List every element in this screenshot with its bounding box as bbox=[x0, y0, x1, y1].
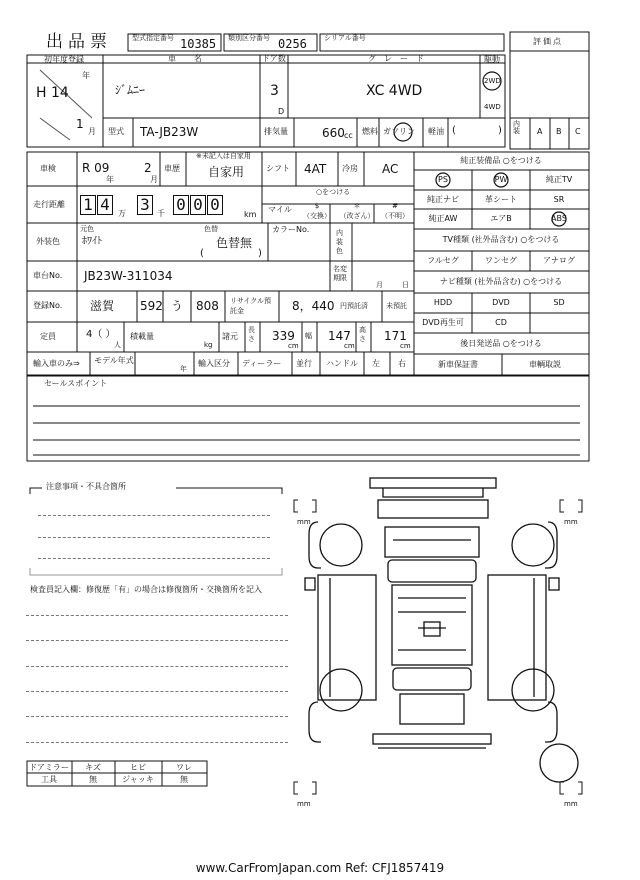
inspection-label: 車検 bbox=[40, 164, 56, 173]
original-color-label: 元色 bbox=[80, 225, 94, 233]
man-unit: 万 bbox=[118, 209, 126, 218]
grade-value: XC 4WD bbox=[366, 83, 423, 99]
height-unit: cm bbox=[400, 342, 411, 350]
first-reg-label: 初年度登録 bbox=[44, 55, 84, 64]
reg-kana: う bbox=[171, 299, 184, 313]
navi-sd: SD bbox=[553, 298, 565, 307]
type-label: 型式 bbox=[108, 127, 124, 136]
width-unit: cm bbox=[344, 342, 355, 350]
fuel-label: 燃料 bbox=[362, 127, 378, 136]
equip-sunroof: SR bbox=[553, 195, 565, 204]
notes-line bbox=[38, 515, 270, 516]
evaluation-label: 評価点 bbox=[533, 37, 563, 46]
footer-watermark: www.CarFromJapan.com Ref: CFJ1857419 bbox=[195, 861, 445, 875]
oem-equipment-header: 純正装備品 ○をつける bbox=[460, 156, 542, 165]
aircon-value: AC bbox=[382, 162, 399, 176]
model-designation-value: 10385 bbox=[180, 37, 217, 51]
legend-crack: ヒビ bbox=[130, 763, 146, 772]
aircon-label: 冷房 bbox=[342, 164, 358, 173]
drive-4wd: 4WD bbox=[484, 103, 501, 111]
mileage-digit: 0 bbox=[207, 195, 223, 215]
type-value: TA-JB23W bbox=[140, 125, 199, 139]
doors-value: 3 bbox=[270, 83, 279, 99]
mileage-unknown-label: （不明） bbox=[381, 212, 409, 220]
fuel-diesel: 軽油 bbox=[428, 127, 444, 136]
mileage-tamper-symbol: ＊ bbox=[353, 202, 361, 210]
repaint-label: 色替 bbox=[204, 225, 218, 233]
recycle-unpaid: 未預託 bbox=[386, 302, 407, 310]
legend-scratch: キズ bbox=[85, 763, 101, 772]
load-label: 積載量 bbox=[130, 332, 154, 341]
serial-label: シリアル番号 bbox=[324, 34, 366, 42]
navi-header: ナビ種類 (社外品含む) ○をつける bbox=[439, 277, 563, 286]
length-value: 339 bbox=[272, 329, 295, 343]
mm-label-front-left: mm bbox=[297, 518, 311, 526]
equip-airbag: エアB bbox=[490, 214, 512, 223]
reg-region: 滋賀 bbox=[90, 299, 115, 313]
name-change-day-unit: 日 bbox=[402, 281, 409, 289]
mileage-digit: 0 bbox=[173, 195, 189, 215]
model-year-unit: 年 bbox=[180, 365, 187, 373]
notes-line bbox=[38, 558, 270, 559]
right-label: 右 bbox=[398, 359, 406, 368]
tv-analog: アナログ bbox=[543, 256, 575, 265]
width-label: 幅 bbox=[305, 332, 312, 340]
legend-tool-label: 工具 bbox=[41, 775, 57, 784]
first-reg-month: 1 bbox=[76, 117, 84, 131]
inspector-label: 検査員記入欄：修復歴「有」の場合は修復箇所・交換箇所を記入 bbox=[30, 585, 262, 594]
reg-class: 592 bbox=[140, 299, 163, 313]
mileage-label: 走行距離 bbox=[33, 200, 65, 209]
length-unit: cm bbox=[288, 342, 299, 350]
recycle-paid: 円預託済 bbox=[340, 302, 368, 310]
height-value: 171 bbox=[384, 329, 407, 343]
category-value: 0256 bbox=[278, 37, 307, 51]
height-label: 高さ bbox=[359, 326, 366, 343]
fuel-bracket-open: ( bbox=[452, 125, 456, 136]
name-change-label: 名変期限 bbox=[333, 265, 347, 282]
capacity-unit: 人 bbox=[114, 341, 121, 349]
navi-dvd-play: DVD再生可 bbox=[422, 318, 464, 327]
left-label: 左 bbox=[372, 359, 380, 368]
month-unit: 月 bbox=[88, 127, 96, 136]
displacement-value: 660 bbox=[322, 126, 345, 140]
inspection-month: 2 bbox=[144, 161, 152, 175]
interior-grade-b: B bbox=[556, 127, 562, 136]
tv-fullseg: フルセグ bbox=[427, 256, 459, 265]
exterior-color-label: 外装色 bbox=[36, 237, 60, 246]
navi-hdd: HDD bbox=[433, 298, 453, 307]
dealer-label: ディーラー bbox=[242, 359, 282, 368]
mileage-exchange-label: （交換） bbox=[303, 212, 331, 220]
equip-ps: PS bbox=[438, 175, 448, 184]
inspector-line bbox=[26, 640, 288, 641]
reg-number: 808 bbox=[196, 299, 219, 313]
doors-label: ドア数 bbox=[262, 54, 286, 63]
category-label: 類別区分番号 bbox=[228, 34, 270, 42]
width-value: 147 bbox=[328, 329, 351, 343]
car-diagram bbox=[305, 478, 578, 782]
capacity-label: 定員 bbox=[40, 332, 56, 341]
load-unit: kg bbox=[204, 341, 213, 349]
dims-label: 諸元 bbox=[222, 332, 238, 341]
fuel-bracket-close: ) bbox=[498, 125, 502, 136]
chassis-value: JB23W-311034 bbox=[84, 269, 173, 283]
drive-label: 駆動 bbox=[484, 55, 500, 64]
model-designation-label: 型式指定番号 bbox=[132, 34, 174, 42]
inspection-year-unit: 年 bbox=[106, 175, 114, 184]
equip-abs: ABS bbox=[551, 214, 567, 223]
year-unit: 年 bbox=[82, 71, 90, 80]
legend-jack-value: 無 bbox=[180, 775, 188, 784]
inspection-month-unit: 月 bbox=[150, 175, 158, 184]
chassis-label: 車台No. bbox=[33, 271, 63, 280]
equip-oem-tv: 純正TV bbox=[545, 175, 573, 184]
legend-tool-value: 無 bbox=[89, 775, 97, 784]
mileage-digit: 3 bbox=[137, 195, 153, 215]
history-note: ※未記入は自家用 bbox=[196, 152, 251, 160]
grade-label: グレード bbox=[368, 54, 432, 63]
tv-header: TV種類 (社外品含む) ○をつける bbox=[442, 235, 560, 244]
inspector-line bbox=[26, 666, 288, 667]
sales-point-label: セールスポイント bbox=[44, 379, 108, 388]
interior-color-label: 内装色 bbox=[336, 229, 343, 255]
history-label: 車歴 bbox=[164, 164, 180, 173]
mileage-tamper-label: （改ざん） bbox=[339, 212, 375, 220]
legend-jack-label: ジャッキ bbox=[122, 775, 154, 784]
shift-label: シフト bbox=[266, 164, 290, 173]
mileage-digit: 4 bbox=[97, 195, 113, 215]
drive-2wd: 2WD bbox=[484, 77, 501, 85]
mileage-digit: 0 bbox=[190, 195, 206, 215]
docs-warranty: 新車保証書 bbox=[438, 360, 478, 369]
inspection-value: R 09 bbox=[82, 161, 110, 175]
inspector-line bbox=[26, 742, 288, 743]
inspector-line bbox=[26, 716, 288, 717]
recycle-value: 8，440 bbox=[292, 299, 335, 313]
fuel-gasoline: ガソリン bbox=[383, 127, 415, 136]
navi-cd: CD bbox=[495, 318, 507, 327]
docs-header: 後日発送品 ○をつける bbox=[460, 339, 542, 348]
doors-suffix: D bbox=[278, 107, 285, 116]
notes-line bbox=[38, 537, 270, 538]
length-label: 長さ bbox=[248, 326, 255, 343]
displacement-unit: cc bbox=[344, 131, 353, 140]
color-no-label: カラーNo. bbox=[272, 225, 310, 234]
inspector-line bbox=[26, 691, 288, 692]
notes-label: 注意事項・不具合箇所 bbox=[46, 482, 126, 491]
sen-unit: 千 bbox=[157, 209, 165, 218]
parallel-label: 並行 bbox=[296, 359, 312, 368]
repaint-value: 色替無 bbox=[216, 236, 253, 250]
form-title: 出品票 bbox=[46, 32, 112, 52]
interior-grade-a: A bbox=[537, 127, 543, 136]
shift-value: 4AT bbox=[304, 162, 327, 176]
inspector-line bbox=[26, 615, 288, 616]
tv-oneseg: ワンセグ bbox=[485, 256, 517, 265]
repaint-bracket-open: ( bbox=[200, 248, 204, 259]
docs-manual: 車輌取説 bbox=[529, 360, 561, 369]
recycle-label: リサイクル預託金 bbox=[230, 297, 272, 315]
mm-label-rear-left: mm bbox=[297, 800, 311, 808]
first-reg-year: H 14 bbox=[36, 85, 69, 101]
history-value: 自家用 bbox=[208, 165, 245, 179]
mileage-unknown-symbol: # bbox=[392, 202, 398, 210]
car-name-value: ｼﾞﾑﾆｰ bbox=[115, 83, 146, 97]
displacement-label: 排気量 bbox=[264, 127, 288, 136]
equip-oem-navi: 純正ナビ bbox=[427, 195, 459, 204]
handle-label: ハンドル bbox=[326, 359, 358, 368]
mileage-mile-label: マイル bbox=[268, 205, 292, 214]
navi-dvd: DVD bbox=[492, 298, 510, 307]
mileage-exchange-symbol: $ bbox=[314, 202, 320, 210]
km-unit: km bbox=[244, 210, 257, 219]
equip-oem-aw: 純正AW bbox=[428, 214, 458, 223]
capacity-value: 4（ ） bbox=[86, 329, 116, 340]
model-year-label: モデル年式 bbox=[94, 356, 134, 365]
original-color-value: ﾎﾜｲﾄ bbox=[82, 236, 102, 247]
equip-pw: PW bbox=[494, 175, 508, 184]
mm-label-front-right: mm bbox=[564, 518, 578, 526]
mileage-digit: 1 bbox=[80, 195, 96, 215]
legend-break: ワレ bbox=[176, 763, 192, 772]
repaint-bracket-close: ) bbox=[258, 248, 262, 259]
import-label: 輸入車のみ⇒ bbox=[33, 359, 80, 368]
car-name-label: 車名 bbox=[168, 54, 220, 63]
interior-label: 内装 bbox=[513, 120, 520, 135]
interior-grade-c: C bbox=[575, 127, 581, 136]
mm-label-rear-right: mm bbox=[564, 800, 578, 808]
name-change-month-unit: 月 bbox=[376, 281, 383, 289]
mileage-check-header: ○をつける bbox=[316, 188, 351, 196]
legend-door-mirror: ドアミラー bbox=[29, 763, 69, 772]
registration-label: 登録No. bbox=[33, 301, 63, 310]
equip-leather: 革シート bbox=[485, 195, 517, 204]
import-type-label: 輸入区分 bbox=[198, 359, 230, 368]
